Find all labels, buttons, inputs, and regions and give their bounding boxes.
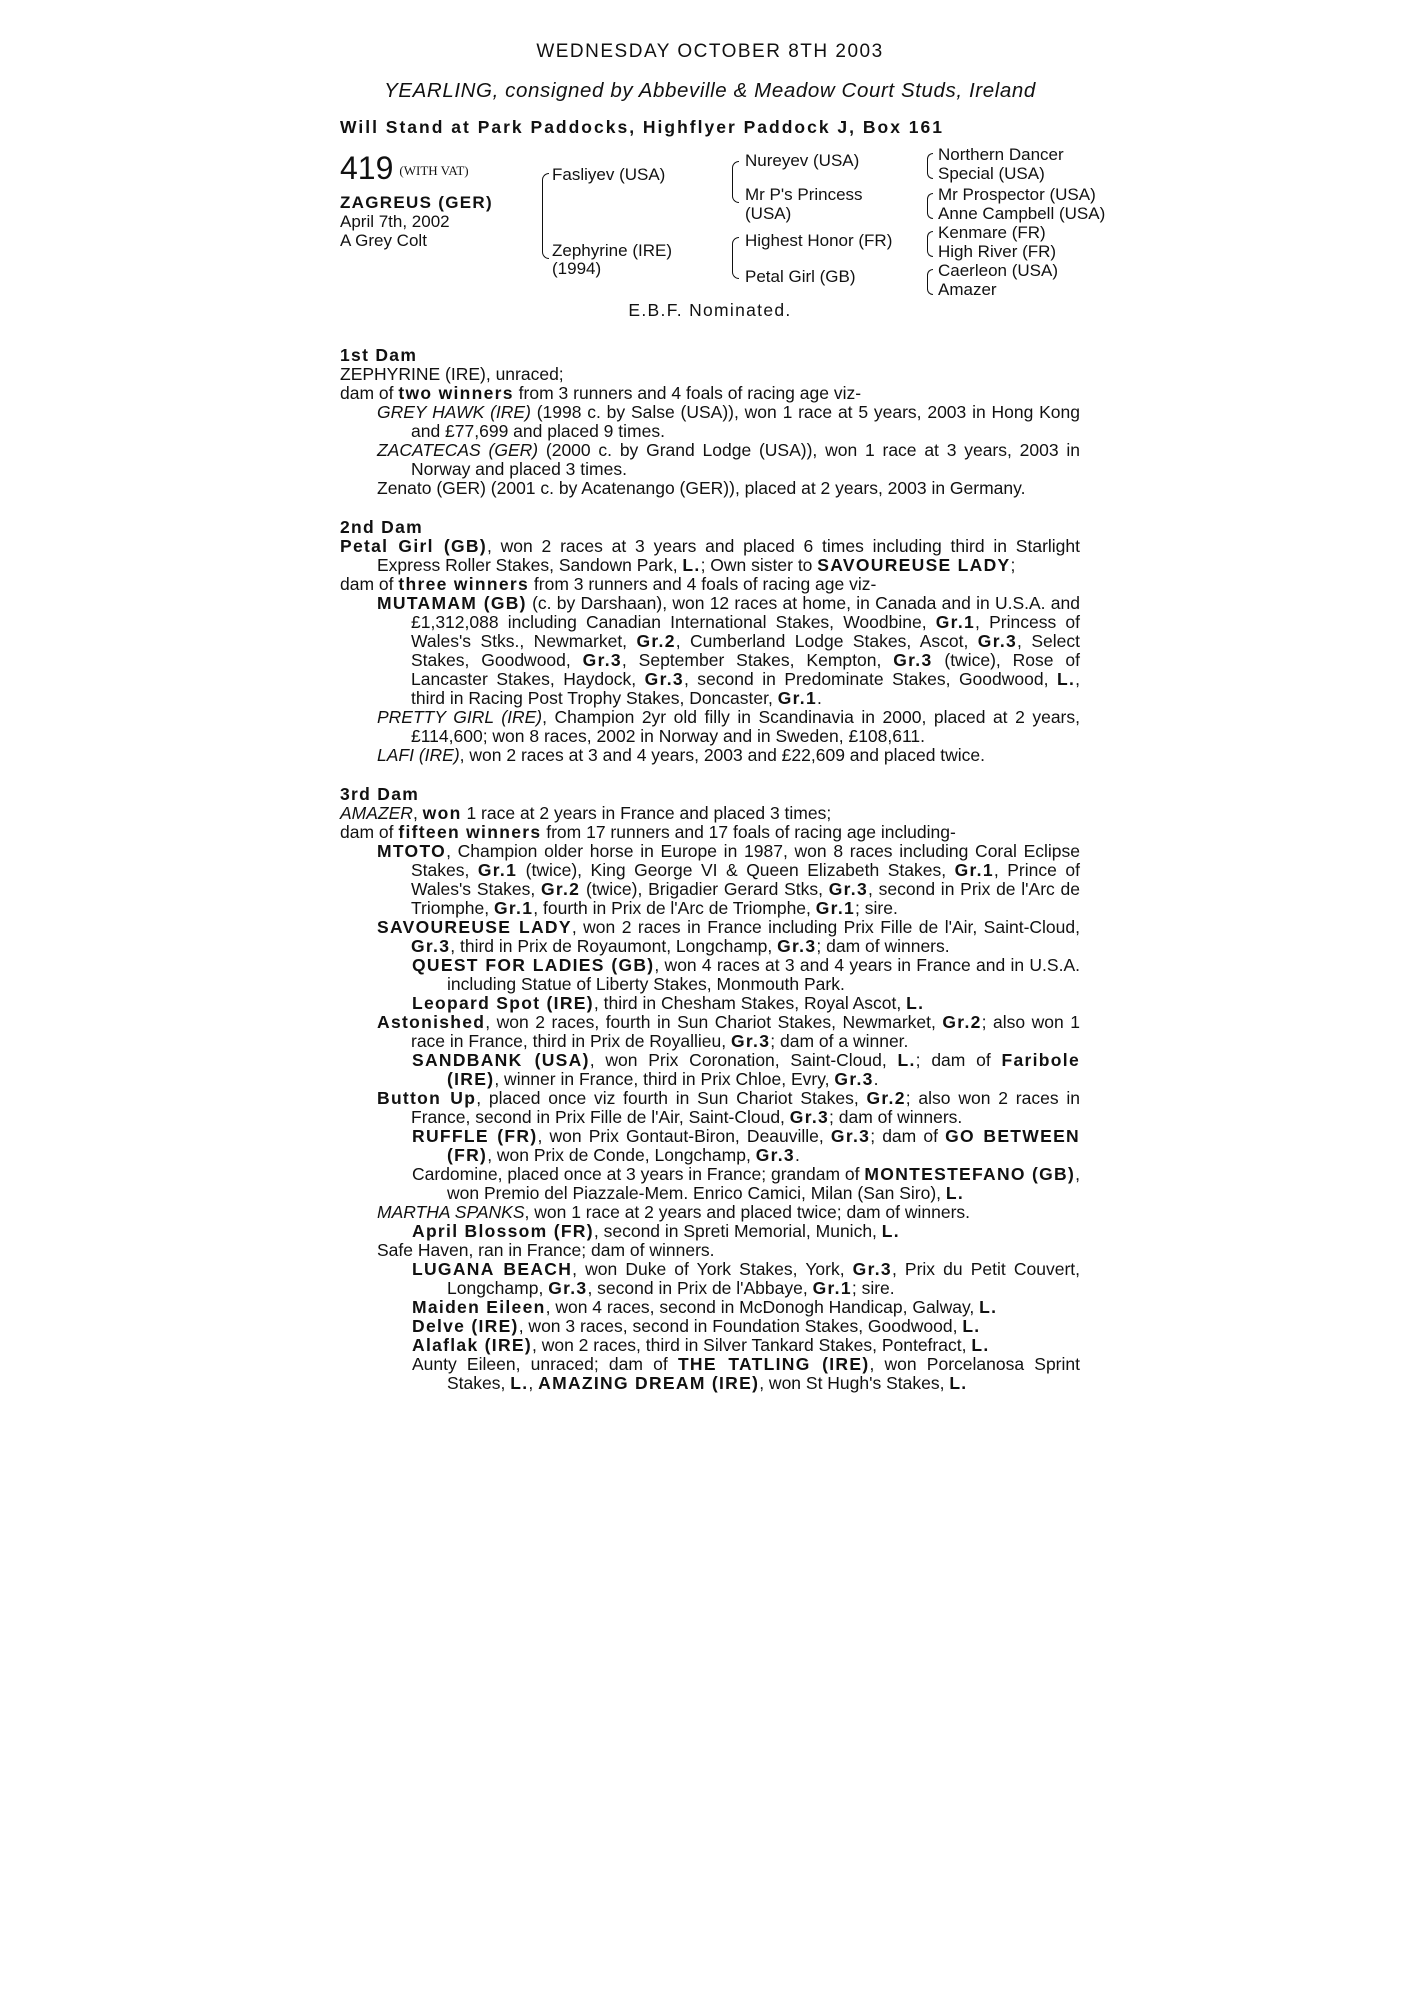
sire: Fasliyev (USA): [552, 165, 666, 184]
produce-entry: April Blossom (FR), second in Spreti Memorial, Munich, L.: [412, 1221, 900, 1241]
ddd: Amazer: [938, 280, 997, 299]
produce-entry: MARTHA SPANKS, won 1 race at 2 years and placed twice; dam of winners.: [377, 1202, 971, 1222]
produce-entry: GREY HAWK (IRE) (1998 c. by Salse (USA)), won 1 race at 5 years, 2003 in Hong Kong and £77,699 and placed 9 times.: [377, 402, 1081, 441]
second-dam-section: [340, 518, 1080, 765]
pedigree-bracket: [927, 153, 933, 179]
section-heading: 3rd Dam: [340, 784, 420, 804]
pedigree-bracket: [732, 237, 739, 279]
produce-entry: MTOTO, Champion older horse in Europe in 1987, won 8 races including Coral Eclipse Stakes, Gr.1 (twice), King George VI & Queen Elizabeth Stakes, Gr.1, Prince of Wales's Stakes, Gr.2 (twice), Brigadier Gerard Stks, Gr.3, second in Prix de l'Arc de Triomphe, Gr.1, fourth in Prix de l'Arc de Triomphe, Gr.1; sire.: [377, 841, 1080, 918]
pedigree-bracket: [927, 269, 933, 295]
catalogue-page: [340, 41, 1106, 1393]
dam-record: ZEPHYRINE (IRE), unraced;: [340, 364, 564, 384]
horse-details: [340, 193, 493, 250]
ssd: Special (USA): [938, 164, 1045, 183]
first-dam-section: [340, 346, 1080, 498]
dam: Zephyrine (IRE): [552, 241, 672, 260]
horse-description: A Grey Colt: [340, 231, 427, 250]
sire-dam-country: (USA): [745, 204, 792, 223]
dds: Caerleon (USA): [938, 261, 1058, 280]
foaling-date: April 7th, 2002: [340, 212, 450, 231]
produce-entry: Maiden Eileen, won 4 races, second in McDonogh Handicap, Galway, L.: [412, 1297, 998, 1317]
sire-dam: Mr P's Princess: [745, 185, 863, 204]
sire-sire: Nureyev (USA): [745, 151, 860, 170]
dam-record: Petal Girl (GB), won 2 races at 3 years and placed 6 times including third in Starlight Express Roller Stakes, Sandown Park, L.; Own sister to SAVOUREUSE LADY;: [340, 536, 1080, 575]
sale-date: WEDNESDAY OCTOBER 8TH 2003: [536, 41, 884, 62]
dam-record: AMAZER, won 1 race at 2 years in France and placed 3 times;: [340, 803, 832, 823]
section-heading: 1st Dam: [340, 345, 418, 365]
pedigree-bracket: [542, 173, 549, 259]
produce-entry: LAFI (IRE), won 2 races at 3 and 4 years, 2003 and £22,609 and placed twice.: [377, 745, 986, 765]
produce-entry: Aunty Eileen, unraced; dam of THE TATLING (IRE), won Porcelanosa Sprint Stakes, L., AMAZING DREAM (IRE), won St Hugh's Stakes, L.: [412, 1354, 1080, 1393]
third-dam-section: [340, 785, 1080, 1393]
produce-entry: Leopard Spot (IRE), third in Chesham Stakes, Royal Ascot, L.: [412, 993, 925, 1013]
dam-dam: Petal Girl (GB): [745, 267, 856, 286]
lot-number: 419 (WITH VAT): [340, 150, 469, 186]
produce-entry: Button Up, placed once viz fourth in Sun Chariot Stakes, Gr.2; also won 2 races in France, second in Prix Fille de l'Air, Saint-Cloud, Gr.3; dam of winners.: [377, 1088, 1080, 1127]
produce-entry: Astonished, won 2 races, fourth in Sun Chariot Stakes, Newmarket, Gr.2; also won 1 race in France, third in Prix de Royallieu, Gr.3; dam of a winner.: [377, 1012, 1080, 1051]
horse-name: ZAGREUS (GER): [340, 193, 493, 212]
dam-sire: Highest Honor (FR): [745, 231, 893, 250]
produce-entry: Alaflak (IRE), won 2 races, third in Silver Tankard Stakes, Pontefract, L.: [412, 1335, 990, 1355]
pedigree-bracket: [927, 231, 933, 257]
produce-summary: dam of two winners from 3 runners and 4 foals of racing age viz-: [340, 383, 862, 403]
produce-entry: SANDBANK (USA), won Prix Coronation, Saint-Cloud, L.; dam of Faribole (IRE), winner in France, third in Prix Chloe, Evry, Gr.3.: [412, 1050, 1080, 1089]
dam-year: (1994): [552, 259, 602, 278]
produce-entry: QUEST FOR LADIES (GB), won 4 races at 3 and 4 years in France and in U.S.A. including Statue of Liberty Stakes, Monmouth Park.: [412, 955, 1080, 994]
produce-entry: RUFFLE (FR), won Prix Gontaut-Biron, Deauville, Gr.3; dam of GO BETWEEN (FR), won Prix de Conde, Longchamp, Gr.3.: [412, 1126, 1080, 1165]
produce-entry: Cardomine, placed once at 3 years in France; grandam of MONTESTEFANO (GB), won Premio del Piazzale-Mem. Enrico Camici, Milan (San Siro), L.: [412, 1164, 1080, 1203]
produce-entry: Zenato (GER) (2001 c. by Acatenango (GER)), placed at 2 years, 2003 in Germany.: [377, 478, 1026, 498]
produce-entry: SAVOUREUSE LADY, won 2 races in France including Prix Fille de l'Air, Saint-Cloud, Gr.3, third in Prix de Royaumont, Longchamp, Gr.3; dam of winners.: [377, 917, 1080, 956]
pedigree-bracket: [927, 193, 933, 219]
ebf-nomination: E.B.F. Nominated.: [628, 300, 792, 320]
produce-entry: LUGANA BEACH, won Duke of York Stakes, York, Gr.3, Prix du Petit Couvert, Longchamp, Gr.3, second in Prix de l'Abbaye, Gr.1; sire.: [412, 1259, 1080, 1298]
sdd: Anne Campbell (USA): [938, 204, 1106, 223]
section-heading: 2nd Dam: [340, 517, 424, 537]
dsd: High River (FR): [938, 242, 1057, 261]
produce-entry: MUTAMAM (GB) (c. by Darshaan), won 12 races at home, in Canada and in U.S.A. and £1,312,088 including Canadian International Stakes, Woodbine, Gr.1, Princess of Wales's Stks., Newmarket, Gr.2, Cumberland Lodge Stakes, Ascot, Gr.3, Select Stakes, Goodwood, Gr.3, September Stakes, Kempton, Gr.3 (twice), Rose of Lancaster Stakes, Haydock, Gr.3, second in Predominate Stakes, Goodwood, L., third in Racing Post Trophy Stakes, Doncaster, Gr.1.: [377, 593, 1081, 708]
sss: Northern Dancer: [938, 145, 1064, 164]
produce-entry: ZACATECAS (GER) (2000 c. by Grand Lodge (USA)), won 1 race at 3 years, 2003 in Norway and placed 3 times.: [377, 440, 1080, 479]
dss: Kenmare (FR): [938, 223, 1046, 242]
sds: Mr Prospector (USA): [938, 185, 1096, 204]
produce-summary: dam of three winners from 3 runners and 4 foals of racing age viz-: [340, 574, 877, 594]
produce-entry: Delve (IRE), won 3 races, second in Foundation Stakes, Goodwood, L.: [412, 1316, 981, 1336]
stable-location: Will Stand at Park Paddocks, Highflyer Paddock J, Box 161: [340, 117, 944, 137]
pedigree-block: [340, 145, 1106, 301]
produce-summary: dam of fifteen winners from 17 runners and 17 foals of racing age including-: [340, 822, 956, 842]
produce-entry: Safe Haven, ran in France; dam of winners.: [377, 1240, 715, 1260]
pedigree-bracket: [732, 161, 739, 203]
consignment-line: YEARLING, consigned by Abbeville & Meadow Court Studs, Ireland: [384, 79, 1036, 102]
produce-entry: PRETTY GIRL (IRE), Champion 2yr old filly in Scandinavia in 2000, placed at 2 years, £114,600; won 8 races, 2002 in Norway and in Sweden, £108,611.: [377, 707, 1080, 746]
vat-note: (WITH VAT): [399, 162, 469, 178]
